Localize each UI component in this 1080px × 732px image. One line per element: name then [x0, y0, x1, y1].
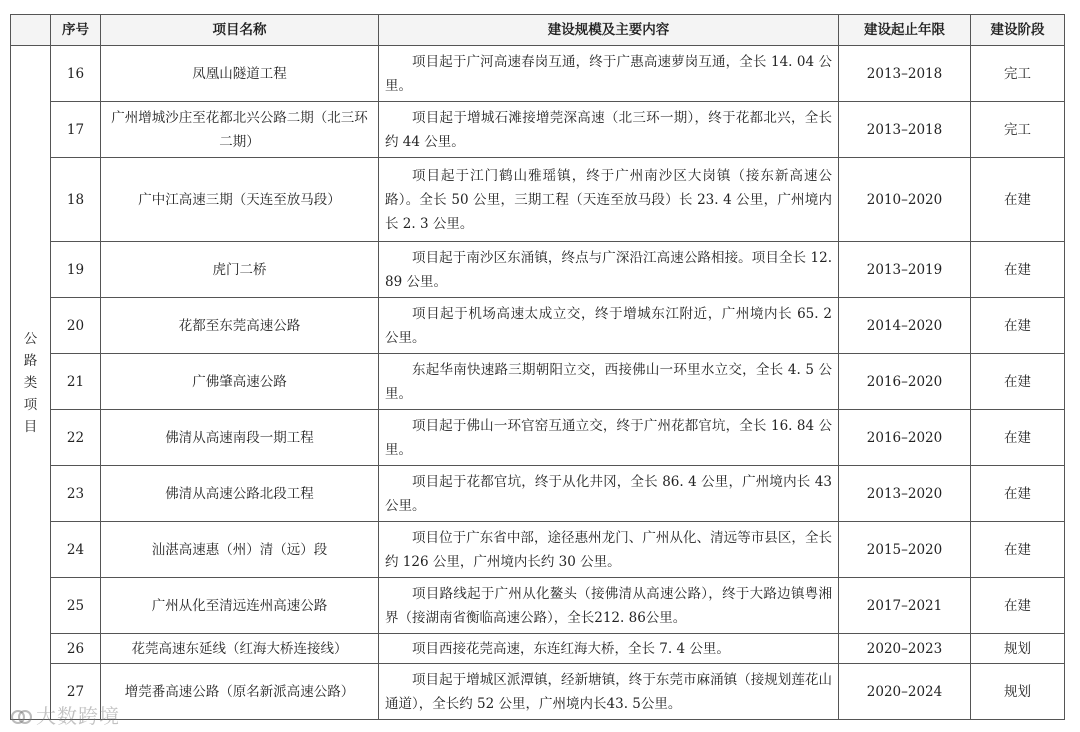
construction-stage: 在建: [971, 242, 1065, 298]
table-row: [11, 242, 1065, 298]
project-name: 花莞高速东延线（红海大桥连接线）: [101, 634, 379, 664]
project-name: 广州增城沙庄至花都北兴公路二期（北三环二期）: [101, 102, 379, 158]
table-row: [11, 102, 1065, 158]
project-description: [379, 158, 839, 242]
header-no: 序号: [51, 15, 101, 46]
table-row: [11, 410, 1065, 466]
description-text: 项目西接花莞高速，东连红海大桥，全长 7. 4 公里。: [412, 640, 730, 657]
construction-stage: 完工: [971, 46, 1065, 102]
row-number: 20: [51, 298, 101, 354]
table-row: [11, 354, 1065, 410]
construction-stage: 完工: [971, 102, 1065, 158]
table-row: [11, 664, 1065, 720]
watermark: [10, 700, 120, 729]
table-row: [11, 578, 1065, 634]
row-number: 24: [51, 522, 101, 578]
header-row: [11, 15, 1065, 46]
watermark-text: 大数跨境: [36, 704, 120, 728]
project-description: [379, 522, 839, 578]
description-text: 项目起于佛山一环官窑互通立交，终于广州花都官坑，全长 16. 84 公里。: [385, 417, 832, 458]
description-text: 项目起于花都官坑，终于从化井冈，全长 86. 4 公里，广州境内长 43 公里。: [385, 473, 832, 514]
project-name: 佛清从高速公路北段工程: [101, 466, 379, 522]
category-char: 类: [23, 374, 38, 391]
project-name: 虎门二桥: [101, 242, 379, 298]
description-text: 项目起于增城区派潭镇，经新塘镇，终于东莞市麻涌镇（接规划莲花山通道），全长约 52 公里，广州境内长43. 5公里。: [385, 671, 832, 712]
header-years: 建设起止年限: [839, 15, 971, 46]
row-number: 16: [51, 46, 101, 102]
row-number: 22: [51, 410, 101, 466]
project-name: 广中江高速三期（天连至放马段）: [101, 158, 379, 242]
construction-years: 2020–2023: [839, 634, 971, 664]
row-number: 25: [51, 578, 101, 634]
construction-years: 2010–2020: [839, 158, 971, 242]
construction-years: 2013–2020: [839, 466, 971, 522]
construction-years: 2013–2018: [839, 102, 971, 158]
category-char: 公: [23, 330, 38, 347]
project-name: 凤凰山隧道工程: [101, 46, 379, 102]
construction-years: 2017–2021: [839, 578, 971, 634]
row-number: 23: [51, 466, 101, 522]
construction-years: 2015–2020: [839, 522, 971, 578]
project-name: 广佛肇高速公路: [101, 354, 379, 410]
project-description: [379, 466, 839, 522]
header-stage: 建设阶段: [971, 15, 1065, 46]
logo-icon: [10, 708, 32, 726]
category-char: 路: [23, 352, 38, 369]
project-description: [379, 578, 839, 634]
row-number: 26: [51, 634, 101, 664]
row-number: 27: [51, 664, 101, 720]
construction-stage: 规划: [971, 634, 1065, 664]
project-description: [379, 298, 839, 354]
construction-stage: 在建: [971, 522, 1065, 578]
header-category: [11, 15, 51, 46]
description-text: 项目起于广河高速春岗互通，终于广惠高速萝岗互通，全长 14. 04 公里。: [385, 53, 832, 94]
table-row: [11, 522, 1065, 578]
table-row: [11, 298, 1065, 354]
project-description: [379, 664, 839, 720]
project-name: 汕湛高速惠（州）清（远）段: [101, 522, 379, 578]
project-description: [379, 102, 839, 158]
header-name: 项目名称: [101, 15, 379, 46]
row-number: 17: [51, 102, 101, 158]
description-text: 项目位于广东省中部，途径惠州龙门、广州从化、清远等市县区，全长约 126 公里，广州境内长约 30 公里。: [385, 529, 832, 570]
row-number: 18: [51, 158, 101, 242]
table-row: [11, 46, 1065, 102]
construction-years: 2020–2024: [839, 664, 971, 720]
construction-stage: 在建: [971, 410, 1065, 466]
project-name: 花都至东莞高速公路: [101, 298, 379, 354]
description-text: 项目起于增城石滩接增莞深高速（北三环一期），终于花都北兴，全长约 44 公里。: [385, 109, 832, 150]
category-cell: [11, 46, 51, 720]
project-name: 增莞番高速公路（原名新派高速公路）: [101, 664, 379, 720]
table-row: [11, 158, 1065, 242]
construction-stage: 在建: [971, 298, 1065, 354]
row-number: 21: [51, 354, 101, 410]
construction-years: 2013–2019: [839, 242, 971, 298]
category-char: 目: [23, 418, 38, 435]
description-text: 项目路线起于广州从化鳌头（接佛清从高速公路），终于大路边镇粤湘界（接湖南省衡临高速公路），全长212. 86公里。: [385, 585, 832, 626]
description-text: 项目起于机场高速太成立交，终于增城东江附近，广州境内长 65. 2 公里。: [385, 305, 832, 346]
project-description: [379, 410, 839, 466]
project-description: [379, 354, 839, 410]
construction-years: 2016–2020: [839, 354, 971, 410]
description-text: 东起华南快速路三期朝阳立交，西接佛山一环里水立交，全长 4. 5 公里。: [385, 361, 832, 402]
construction-stage: 在建: [971, 466, 1065, 522]
projects-table: [10, 14, 1065, 720]
category-char: 项: [23, 396, 38, 413]
project-name: 佛清从高速南段一期工程: [101, 410, 379, 466]
project-description: [379, 46, 839, 102]
description-text: 项目起于江门鹤山雅瑶镇，终于广州南沙区大岗镇（接东新高速公路）。全长 50 公里，三期工程（天连至放马段）长 23. 4 公里，广州境内长 2. 3 公里。: [385, 167, 832, 232]
construction-stage: 在建: [971, 578, 1065, 634]
project-description: [379, 634, 839, 664]
project-description: [379, 242, 839, 298]
table-row: [11, 634, 1065, 664]
construction-years: 2013–2018: [839, 46, 971, 102]
construction-years: 2014–2020: [839, 298, 971, 354]
construction-years: 2016–2020: [839, 410, 971, 466]
construction-stage: 在建: [971, 158, 1065, 242]
table-row: [11, 466, 1065, 522]
description-text: 项目起于南沙区东涌镇，终点与广深沿江高速公路相接。项目全长 12. 89 公里。: [385, 249, 832, 290]
row-number: 19: [51, 242, 101, 298]
construction-stage: 规划: [971, 664, 1065, 720]
header-desc: 建设规模及主要内容: [379, 15, 839, 46]
project-name: 广州从化至清远连州高速公路: [101, 578, 379, 634]
construction-stage: 在建: [971, 354, 1065, 410]
